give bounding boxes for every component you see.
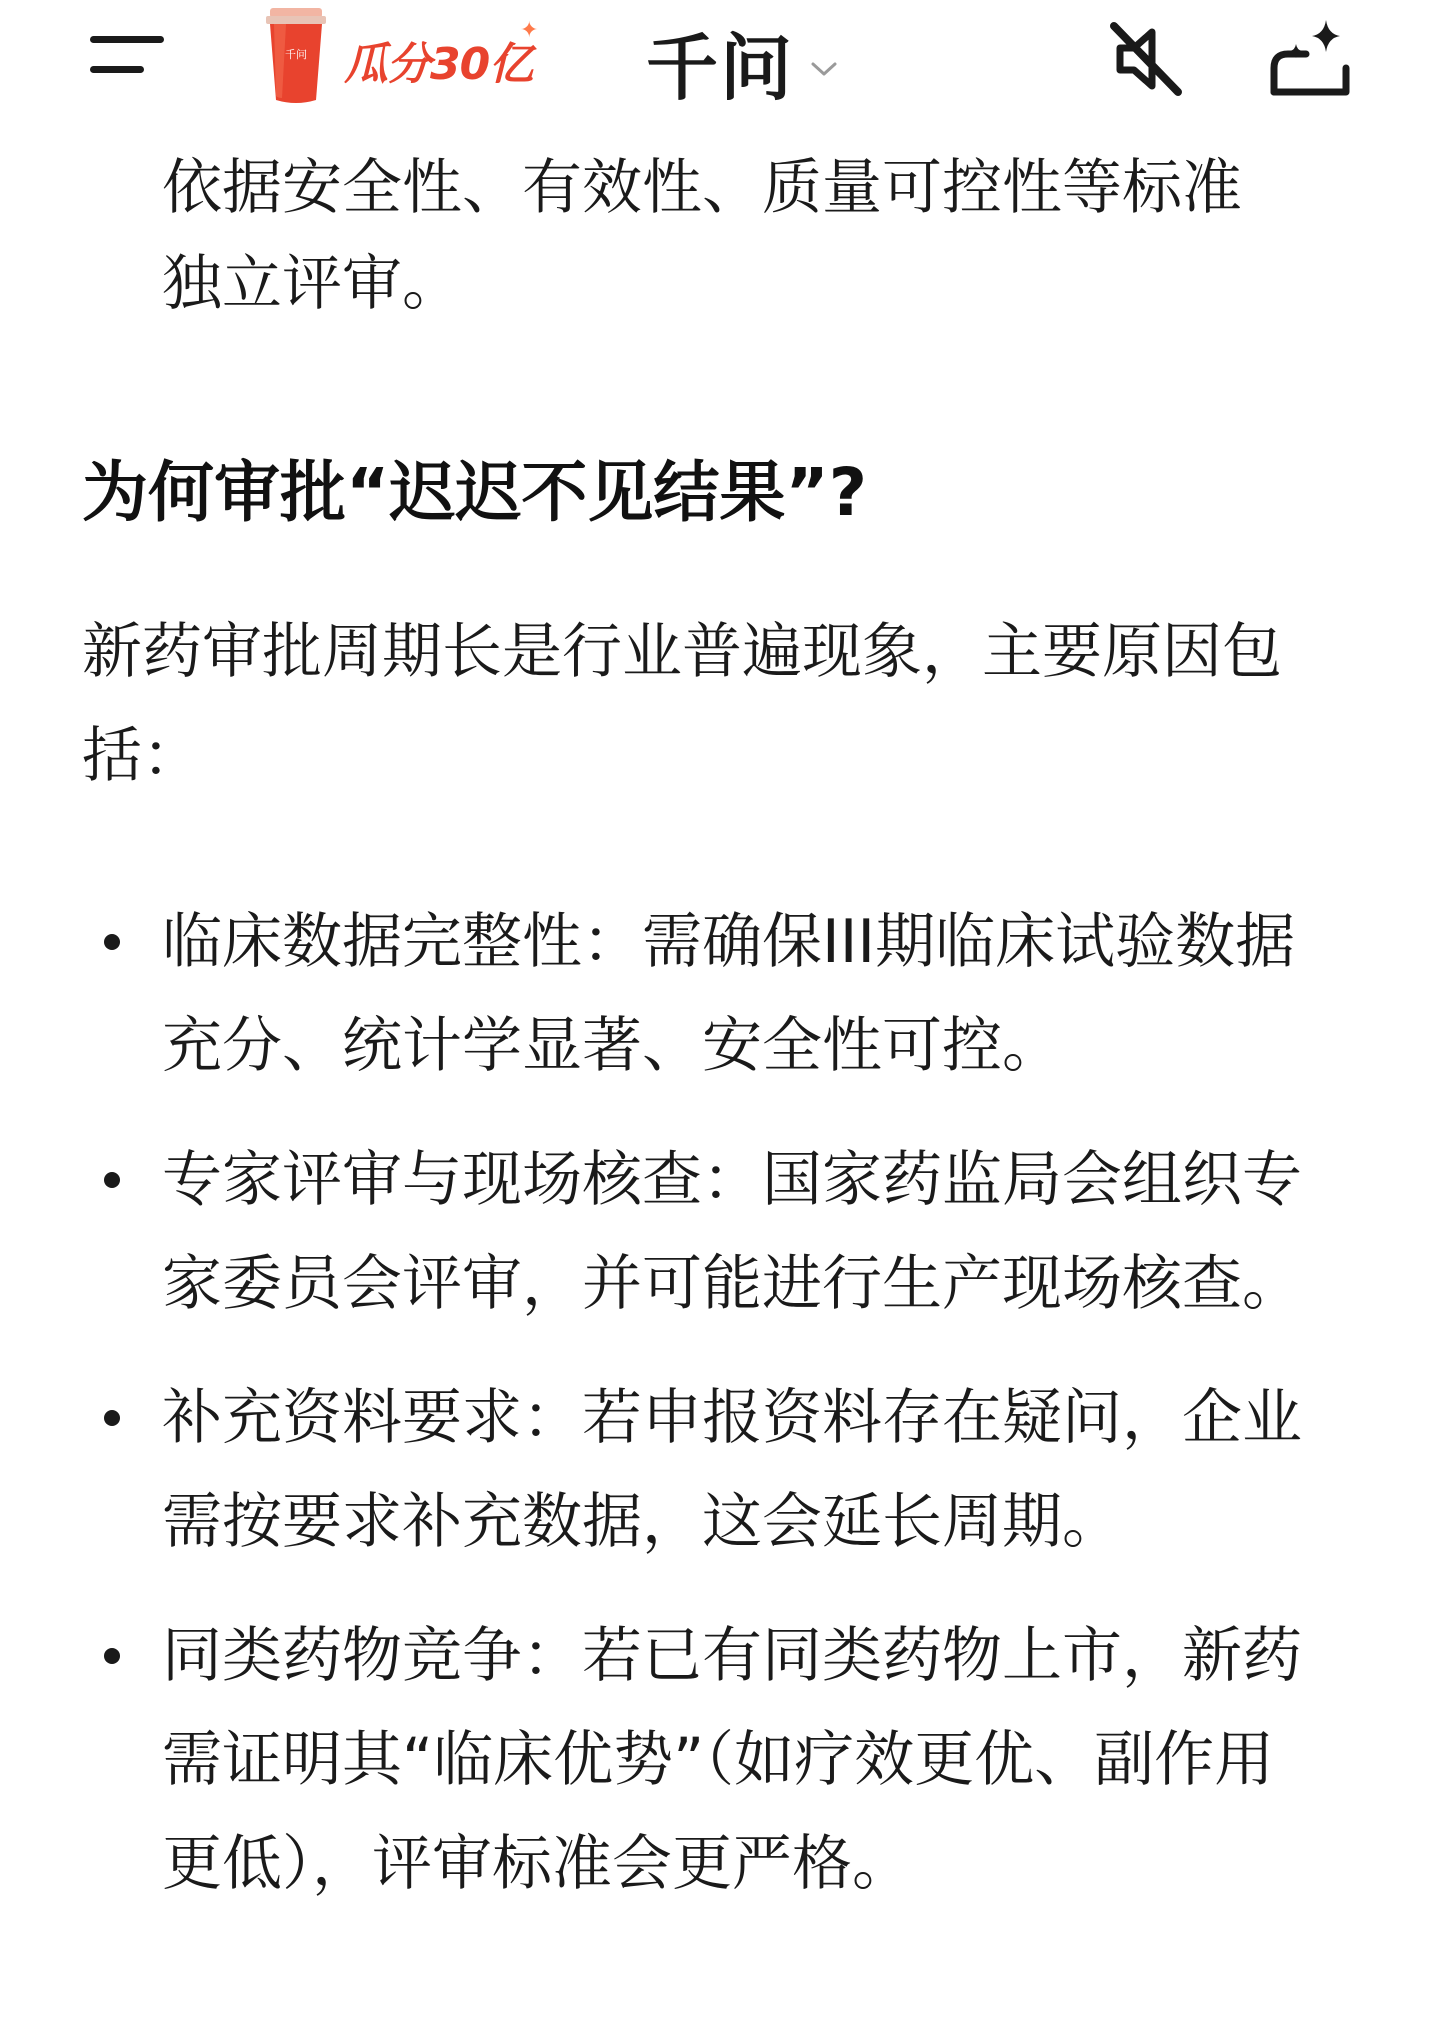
sparkle-new-chat-icon	[1266, 10, 1354, 100]
bullet-dot	[104, 934, 120, 950]
model-selector[interactable]	[646, 14, 838, 110]
chevron-down-icon	[810, 59, 838, 79]
continued-text-end: 独立评审。	[162, 249, 462, 319]
bullet-dot	[104, 1172, 120, 1188]
mute-button[interactable]	[1106, 18, 1186, 100]
list-item	[0, 890, 1322, 1098]
list-item-text: 同类药物竞争：若已有同类药物上市，新药需证明其“临床优势”（如疗效更优、副作用更低），评审标准会更严格。	[162, 1621, 1302, 1899]
new-chat-button[interactable]	[1266, 10, 1354, 100]
list-item	[0, 1128, 1322, 1336]
intro-paragraph: 新药审批周期长是行业普遍现象，主要原因包括：	[82, 617, 1282, 791]
speaker-muted-icon	[1106, 18, 1186, 100]
app-title: 千问	[646, 26, 795, 110]
list-item-text: 专家评审与现场核查：国家药监局会组织专家委员会评审，并可能进行生产现场核查。	[162, 1145, 1302, 1319]
list-item-text: 临床数据完整性：需确保III期临床试验数据充分、统计学显著、安全性可控。	[162, 907, 1296, 1081]
list-item	[0, 1366, 1322, 1574]
reasons-list	[0, 890, 1440, 1946]
coffee-cup-icon	[264, 8, 328, 104]
cup-label: 千问	[285, 48, 307, 61]
continued-text-partial: 依据安全性、有效性、质量可控性等标准	[162, 153, 1242, 223]
bullet-dot	[104, 1410, 120, 1426]
bullet-dot	[104, 1648, 120, 1664]
promo-banner[interactable]	[262, 6, 562, 106]
promo-text: 瓜分30亿	[344, 39, 533, 90]
section-heading: 为何审批“迟迟不见结果”?	[82, 454, 868, 531]
list-item-text: 补充资料要求：若申报资料存在疑问，企业需按要求补充数据，这会延长周期。	[162, 1383, 1302, 1557]
sparkle-icon: ✦	[520, 18, 539, 43]
menu-button[interactable]	[84, 30, 170, 88]
top-app-bar	[0, 0, 1440, 140]
list-item	[0, 1604, 1322, 1916]
